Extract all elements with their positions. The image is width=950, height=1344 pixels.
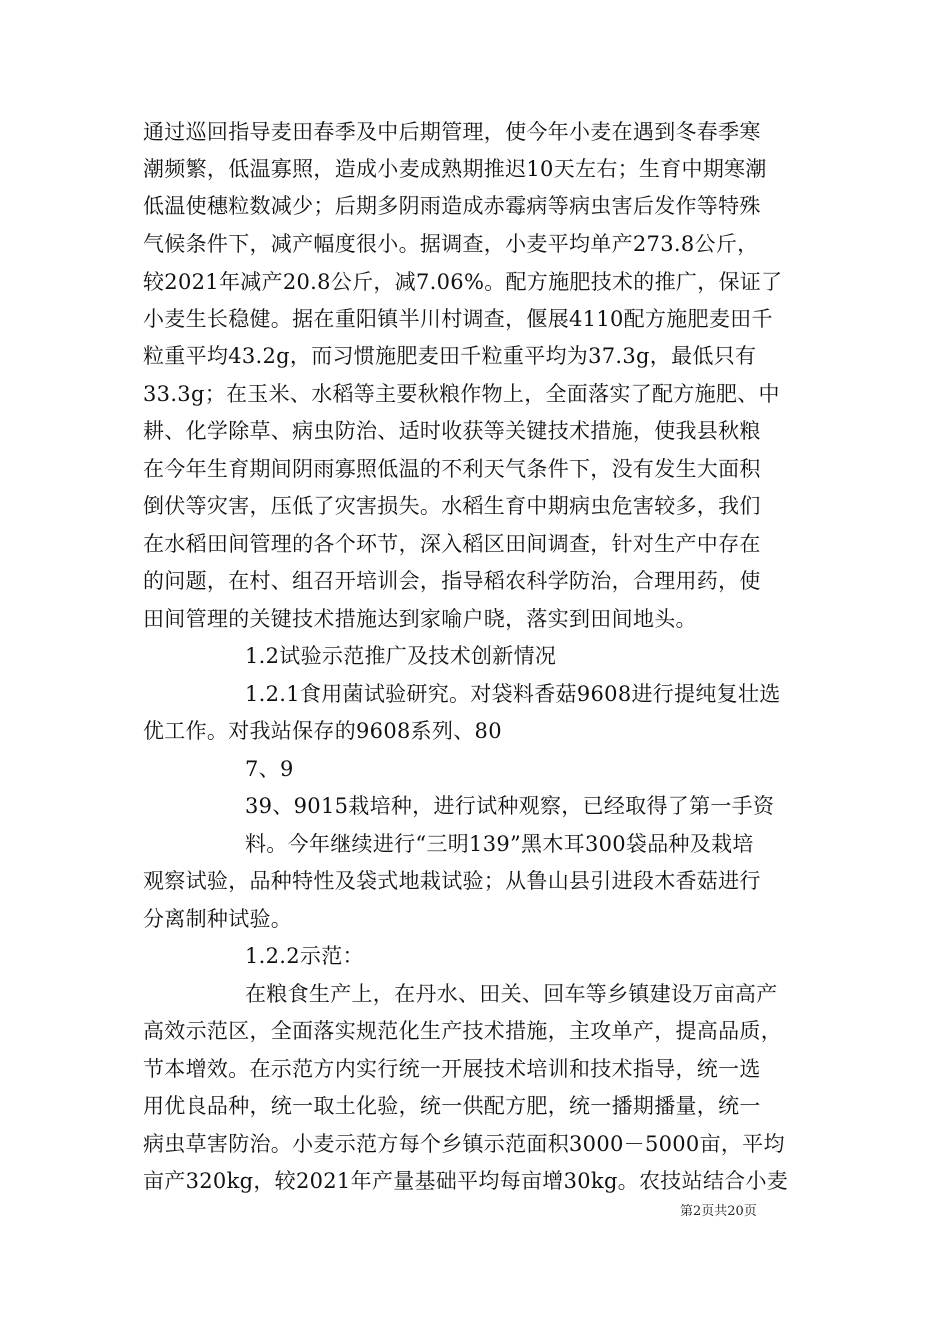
paragraph-line: 优工作。对我站保存的9608系列、80 <box>143 719 502 743</box>
paragraph-line: 料。今年继续进行“三明139”黑木耳300袋品种及栽培 <box>245 832 754 856</box>
paragraph-line: 耕、化学除草、病虫防治、适时收获等关键技术措施，使我县秋粮 <box>143 419 761 443</box>
paragraph-line: 在水稻田间管理的各个环节，深入稻区田间调查，针对生产中存在 <box>143 532 761 556</box>
paragraph-line: 病虫草害防治。小麦示范方每个乡镇示范面积3000－5000亩，平均 <box>143 1132 785 1156</box>
page-number-footer: 第2页共20页 <box>680 1204 757 1219</box>
paragraph-line: 在粮食生产上，在丹水、田关、回车等乡镇建设万亩高产 <box>245 982 778 1006</box>
paragraph-line: 低温使穗粒数减少；后期多阴雨造成赤霉病等病虫害后发作等特殊 <box>143 194 761 218</box>
paragraph-line: 田间管理的关键技术措施达到家喻户晓，落实到田间地头。 <box>143 607 697 631</box>
paragraph-line: 观察试验，品种特性及袋式地栽试验；从鲁山县引进段木香菇进行 <box>143 869 761 893</box>
subsection-heading: 1.2.1食用菌试验研究。对袋料香菇9608进行提纯复壮选 <box>245 682 781 706</box>
section-heading: 1.2试验示范推广及技术创新情况 <box>245 644 557 668</box>
paragraph-line: 的问题，在村、组召开培训会，指导稻农科学防治，合理用药，使 <box>143 569 761 593</box>
paragraph-line: 粒重平均43.2g，而习惯施肥麦田千粒重平均为37.3g，最低只有 <box>143 344 757 368</box>
paragraph-line: 7、9 <box>245 757 294 781</box>
paragraph-line: 分离制种试验。 <box>143 907 293 931</box>
paragraph-line: 通过巡回指导麦田春季及中后期管理，使今年小麦在遇到冬春季寒 <box>143 120 761 144</box>
paragraph-line: 较2021年减产20.8公斤，减7.06%。配方施肥技术的推广，保证了 <box>143 270 783 294</box>
paragraph-line: 潮频繁，低温寡照，造成小麦成熟期推迟10天左右；生育中期寒潮 <box>143 157 767 181</box>
paragraph-line: 小麦生长稳健。据在重阳镇半川村调查，偃展4110配方施肥麦田千 <box>143 307 773 331</box>
paragraph-line: 节本增效。在示范方内实行统一开展技术培训和技术指导，统一选 <box>143 1057 761 1081</box>
paragraph-line: 在今年生育期间阴雨寡照低温的不利天气条件下，没有发生大面积 <box>143 457 761 481</box>
paragraph-line: 39、9015栽培种，进行试种观察，已经取得了第一手资 <box>245 794 775 818</box>
paragraph-line: 倒伏等灾害，压低了灾害损失。水稻生育中期病虫危害较多，我们 <box>143 494 761 518</box>
paragraph-line: 高效示范区，全面落实规范化生产技术措施，主攻单产，提高品质， <box>143 1019 782 1043</box>
subsection-heading: 1.2.2示范： <box>245 944 364 968</box>
paragraph-line: 亩产320kg，较2021年产量基础平均每亩增30kg。农技站结合小麦 <box>143 1169 789 1193</box>
paragraph-line: 气候条件下，减产幅度很小。据调查，小麦平均单产273.8公斤， <box>143 232 759 256</box>
paragraph-line: 33.3g；在玉米、水稻等主要秋粮作物上，全面落实了配方施肥、中 <box>143 382 780 406</box>
paragraph-line: 用优良品种，统一取土化验，统一供配方肥，统一播期播量，统一 <box>143 1094 761 1118</box>
